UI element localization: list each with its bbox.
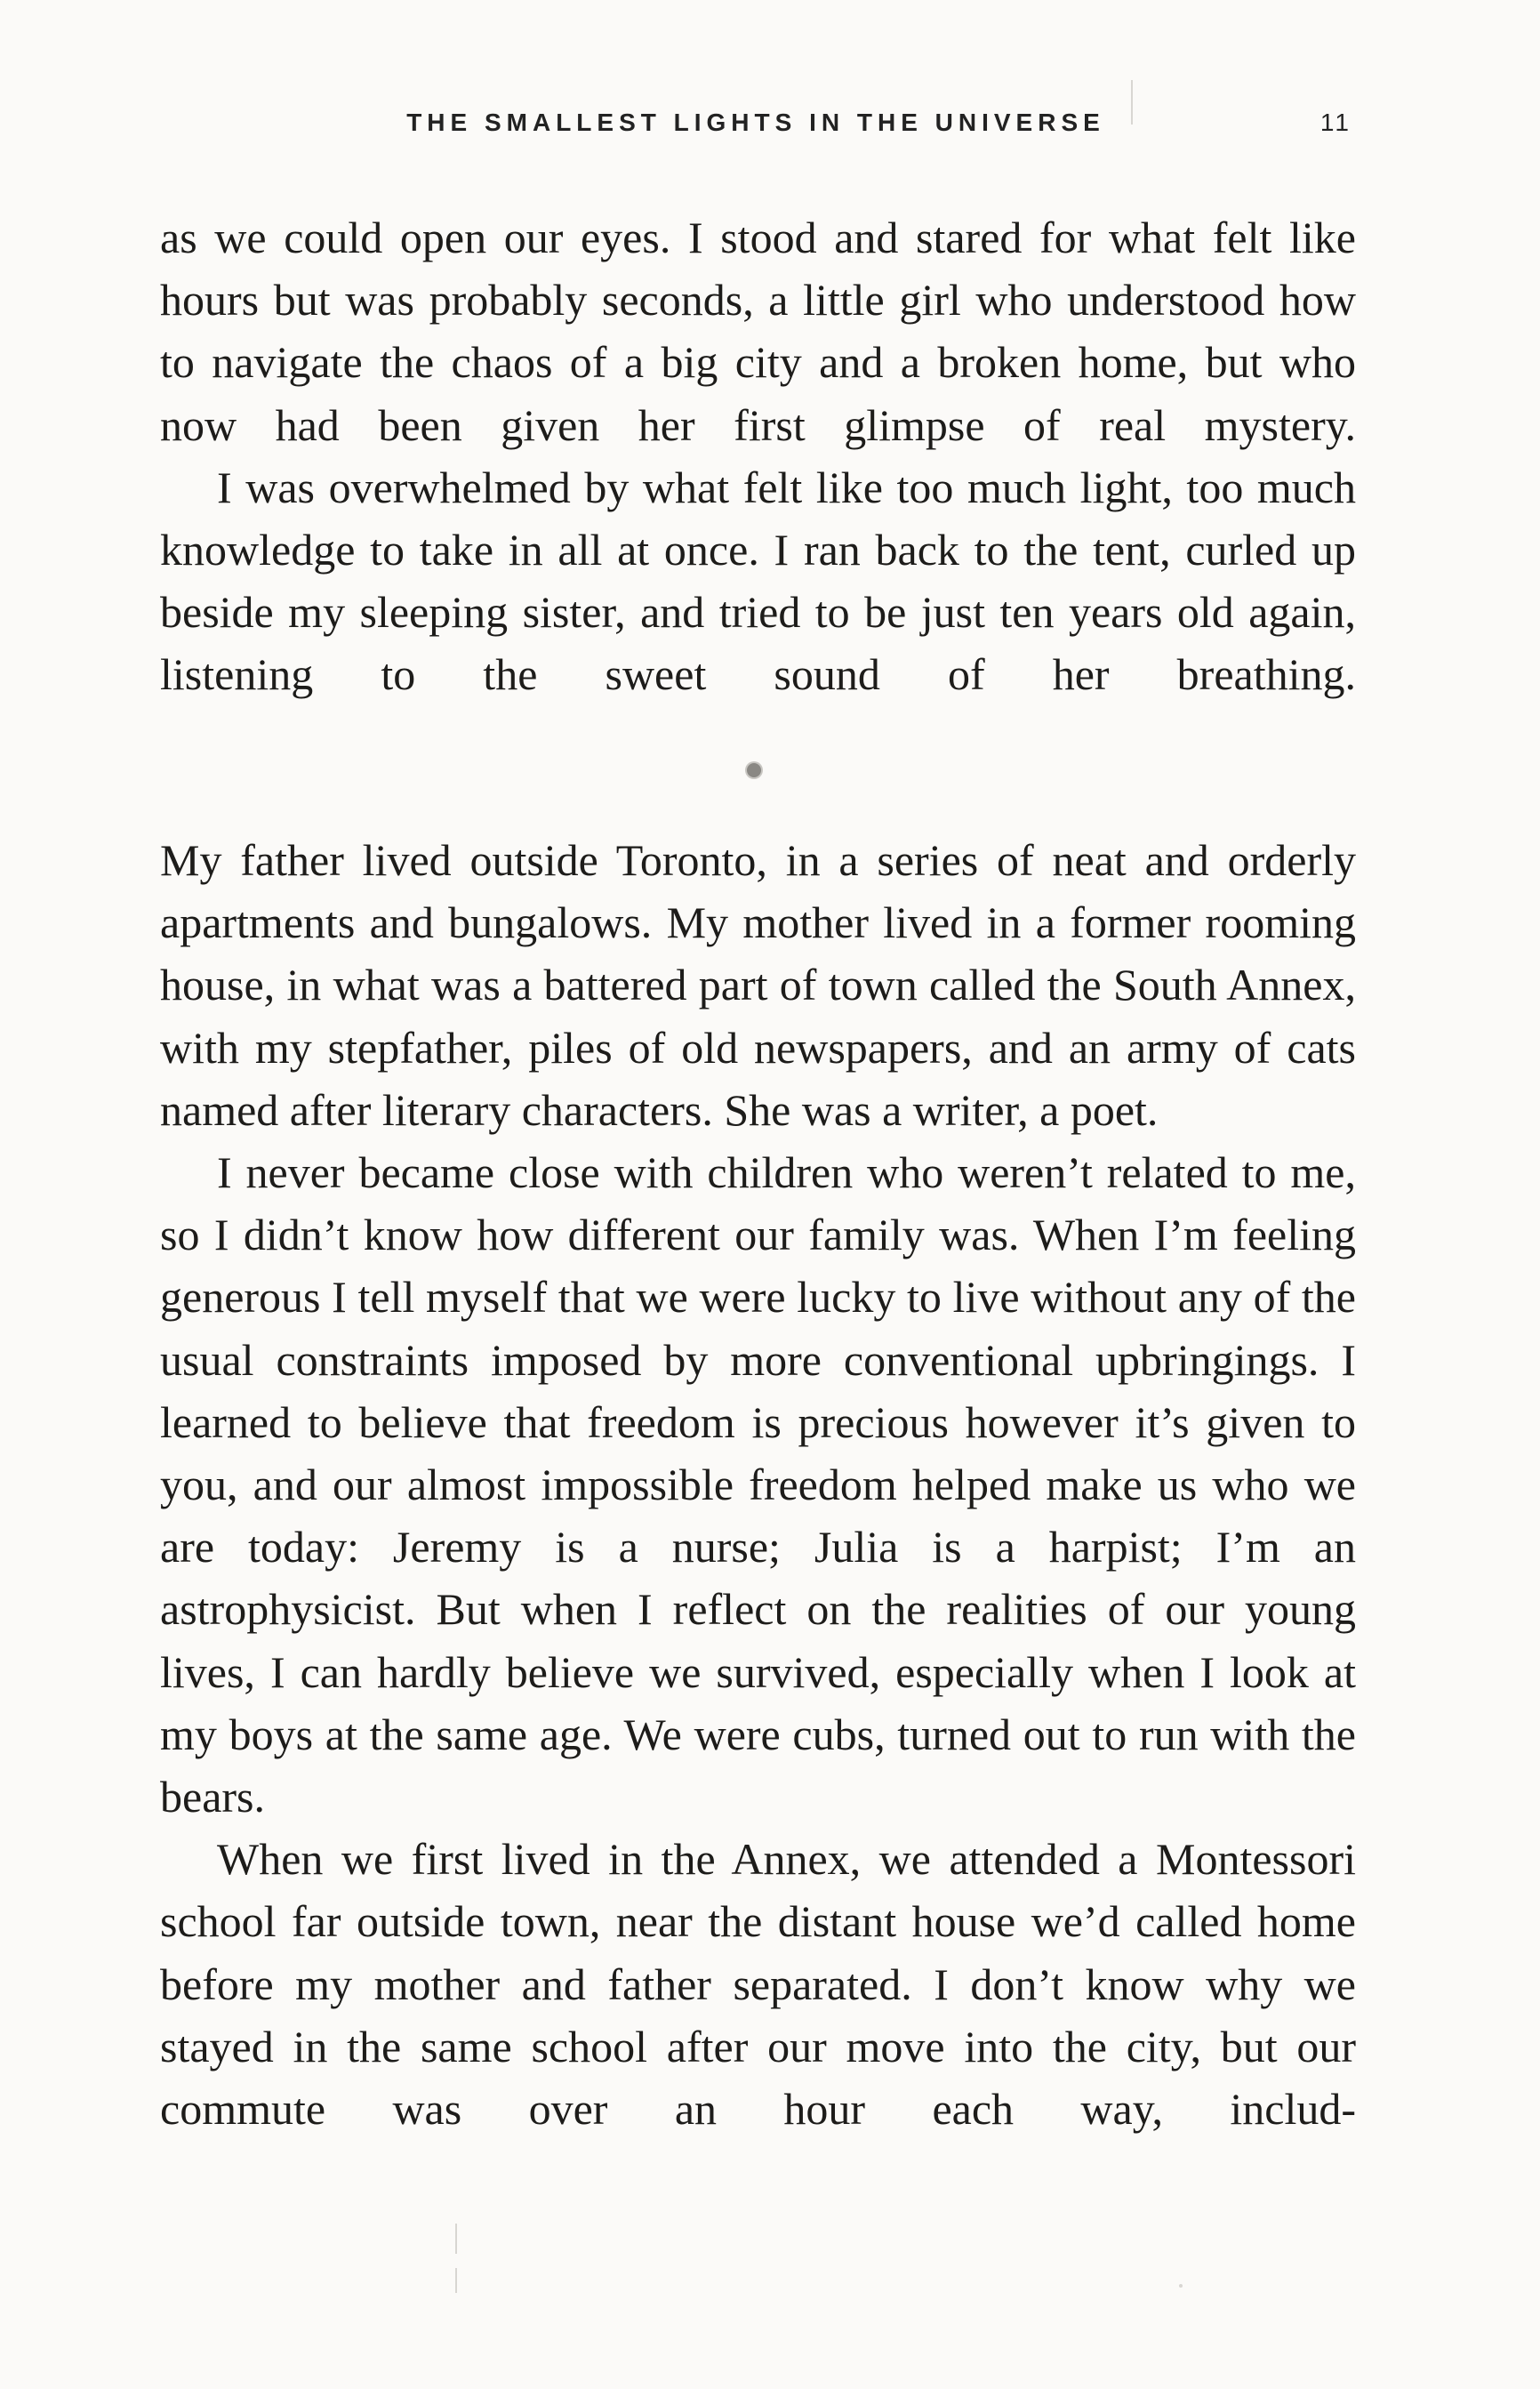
scan-mark: [455, 2224, 457, 2254]
scan-mark: [455, 2268, 457, 2293]
scan-mark: [1179, 2284, 1183, 2288]
section-one: [160, 206, 1356, 706]
section-two: [160, 829, 1356, 2140]
paragraph: When we first lived in the Annex, we attended a Montessori school far outside town, near the distant house we’d called home before my mother and father separated. I don’t know why we stayed in the same school after our move into the city, but our commute was over an hour each way, includ-: [160, 1834, 1356, 2135]
dot-ornament-icon: [747, 763, 761, 777]
running-head: [160, 109, 1352, 144]
paragraph: I was overwhelmed by what felt like too much light, too much knowledge to take in all at once. I ran back to the tent, curled up beside my sleeping sister, and tried to be just ten years old again, listening to the sweet sound of her breathing.: [160, 462, 1356, 700]
page-number: 11: [1319, 109, 1352, 136]
paragraph: as we could open our eyes. I stood and stared for what felt like hours but was probably seconds, a little girl who understood how to navigate the chaos of a big city and a broken home, but who now had been given her first glimpse of real mystery.: [160, 213, 1356, 450]
paragraph: My father lived outside Toronto, in a series of neat and orderly apartments and bungalows. My mother lived in a former rooming house, in what was a battered part of town called the South Annex, with my stepfather, piles of old newspapers, and an army of cats named after literary characters. She was a writer, a poet.: [160, 835, 1356, 1135]
scan-mark: [1131, 80, 1133, 125]
book-title: THE SMALLEST LIGHTS IN THE UNIVERSE: [406, 109, 1105, 136]
paragraph: I never became close with children who weren’t related to me, so I didn’t know how different our family was. When I’m feeling generous I tell myself that we were lucky to live without any of the usual constraints imposed by more conventional upbringings. I learned to believe that freedom is precious however it’s given to you, and our almost impossible freedom helped make us who we are today: Jeremy is a nurse; Julia is a harpist; I’m an astrophysicist. But when I reflect on the realities of our young lives, I can hardly believe we survived, especially when I look at my boys at the same age. We were cubs, turned out to run with the bears.: [160, 1147, 1356, 1822]
